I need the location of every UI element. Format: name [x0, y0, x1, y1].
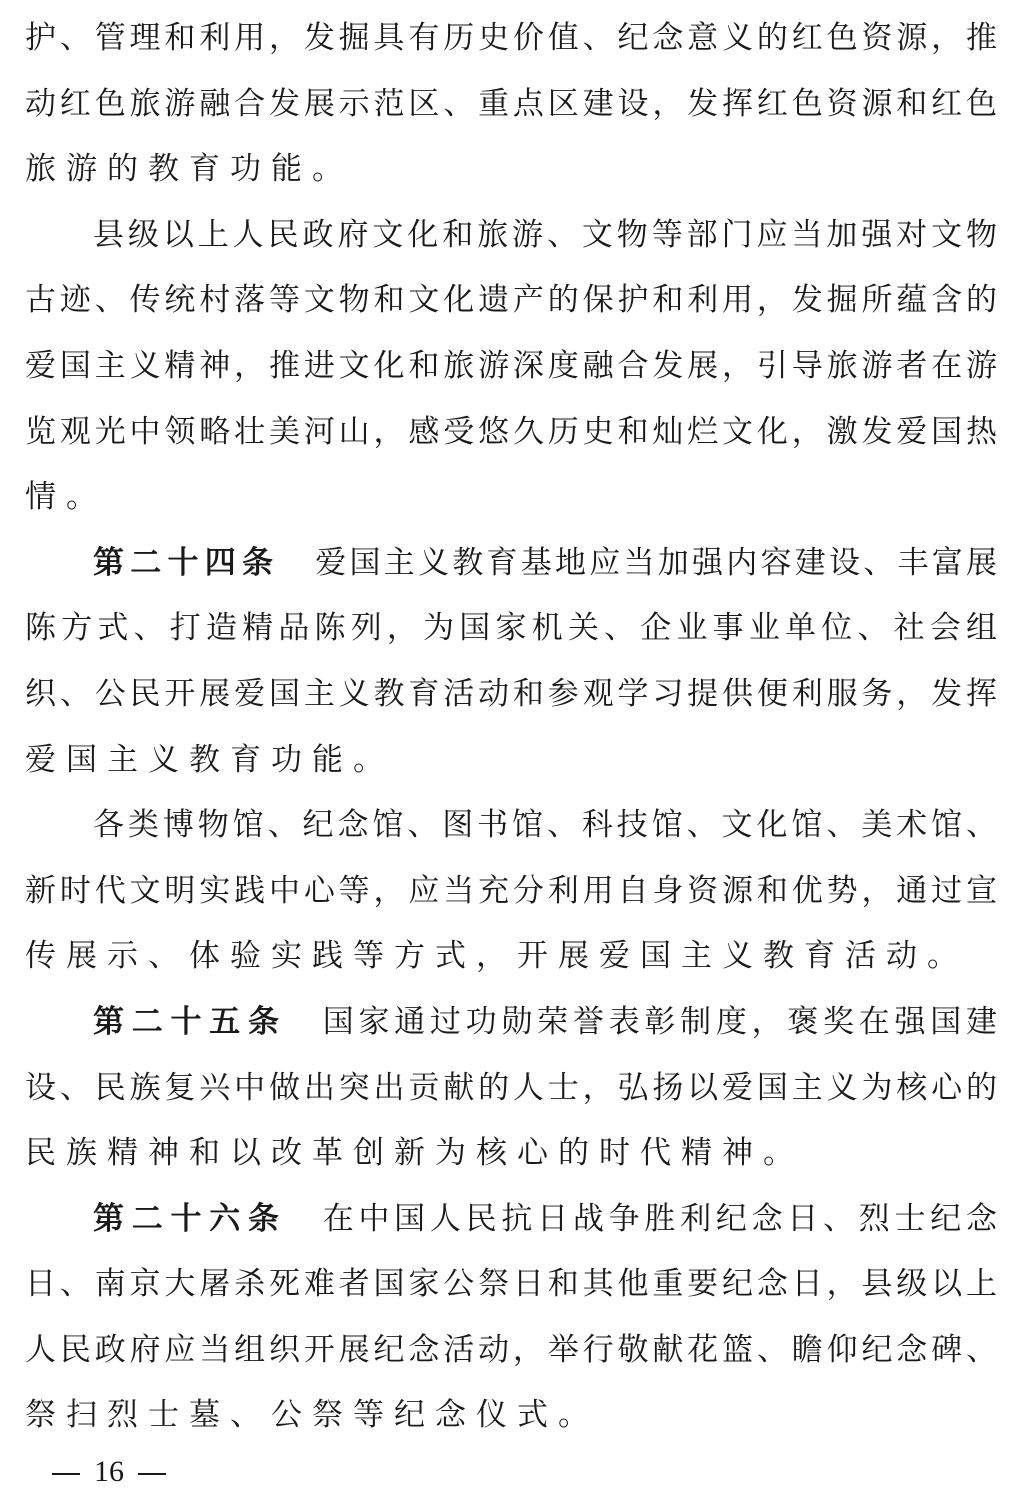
text-line: 各类博物馆、纪念馆、图书馆、科技馆、文化馆、美术馆、	[93, 807, 997, 844]
text-line: 新时代文明实践中心等，应当充分利用自身资源和优势，通过宣	[25, 872, 997, 909]
text-line: 织、公民开展爱国主义教育活动和参观学习提供便利服务，发挥	[25, 675, 997, 712]
article-26	[25, 1187, 997, 1449]
text-line: 民族精神和以改革创新为核心的时代精神。	[25, 1135, 804, 1172]
article-25	[25, 990, 997, 1187]
article-heading: 第二十五条	[93, 1003, 287, 1040]
text-line	[25, 990, 997, 1056]
article-text: 爱国主义教育基地应当加强内容建设、丰富展	[315, 544, 997, 581]
text-line: 爱国主义精神，推进文化和旅游深度融合发展，引导旅游者在游	[25, 347, 997, 384]
page-footer	[38, 1452, 180, 1492]
text-line	[25, 1187, 997, 1253]
article-text: 国家通过功勋荣誉表彰制度，褒奖在强国建	[322, 1003, 998, 1040]
text-line: 设、民族复兴中做出突出贡献的人士，弘扬以爱国主义为核心的	[25, 1069, 997, 1106]
text-line: 人民政府应当组织开展纪念活动，举行敬献花篮、瞻仰纪念碑、	[25, 1331, 997, 1368]
text-line: 护、管理和利用，发掘具有历史价值、纪念意义的红色资源，推	[25, 20, 997, 56]
page-number: 16	[94, 1455, 124, 1488]
article-heading: 第二十六条	[93, 1200, 287, 1237]
paragraph-continuation	[25, 6, 997, 203]
document-page	[25, 6, 997, 1449]
text-line: 县级以上人民政府文化和旅游、文物等部门应当加强对文物	[93, 216, 997, 253]
text-line: 古迹、传统村落等文物和文化遗产的保护和利用，发掘所蕴含的	[25, 282, 997, 319]
text-line: 传展示、体验实践等方式，开展爱国主义教育活动。	[25, 938, 968, 975]
paragraph	[25, 203, 997, 531]
article-text: 在中国人民抗日战争胜利纪念日、烈士纪念	[322, 1200, 998, 1237]
paragraph	[25, 793, 997, 990]
text-line: 动红色旅游融合发展示范区、重点区建设，发挥红色资源和红色	[25, 85, 997, 122]
text-line: 览观光中领略壮美河山，感受悠久历史和灿烂文化，激发爱国热	[25, 413, 997, 450]
article-heading: 第二十四条	[93, 544, 280, 581]
text-line: 祭扫烈士墓、公祭等纪念仪式。	[25, 1397, 599, 1434]
article-24	[25, 531, 997, 793]
text-line: 旅游的教育功能。	[25, 151, 353, 188]
text-line: 日、南京大屠杀死难者国家公祭日和其他重要纪念日，县级以上	[25, 1266, 997, 1303]
text-line	[25, 531, 997, 597]
text-line: 陈方式、打造精品陈列，为国家机关、企业事业单位、社会组	[25, 610, 997, 647]
dash-right	[138, 1473, 166, 1475]
dash-left	[52, 1473, 80, 1475]
text-line: 情。	[25, 479, 107, 516]
text-line: 爱国主义教育功能。	[25, 741, 394, 778]
